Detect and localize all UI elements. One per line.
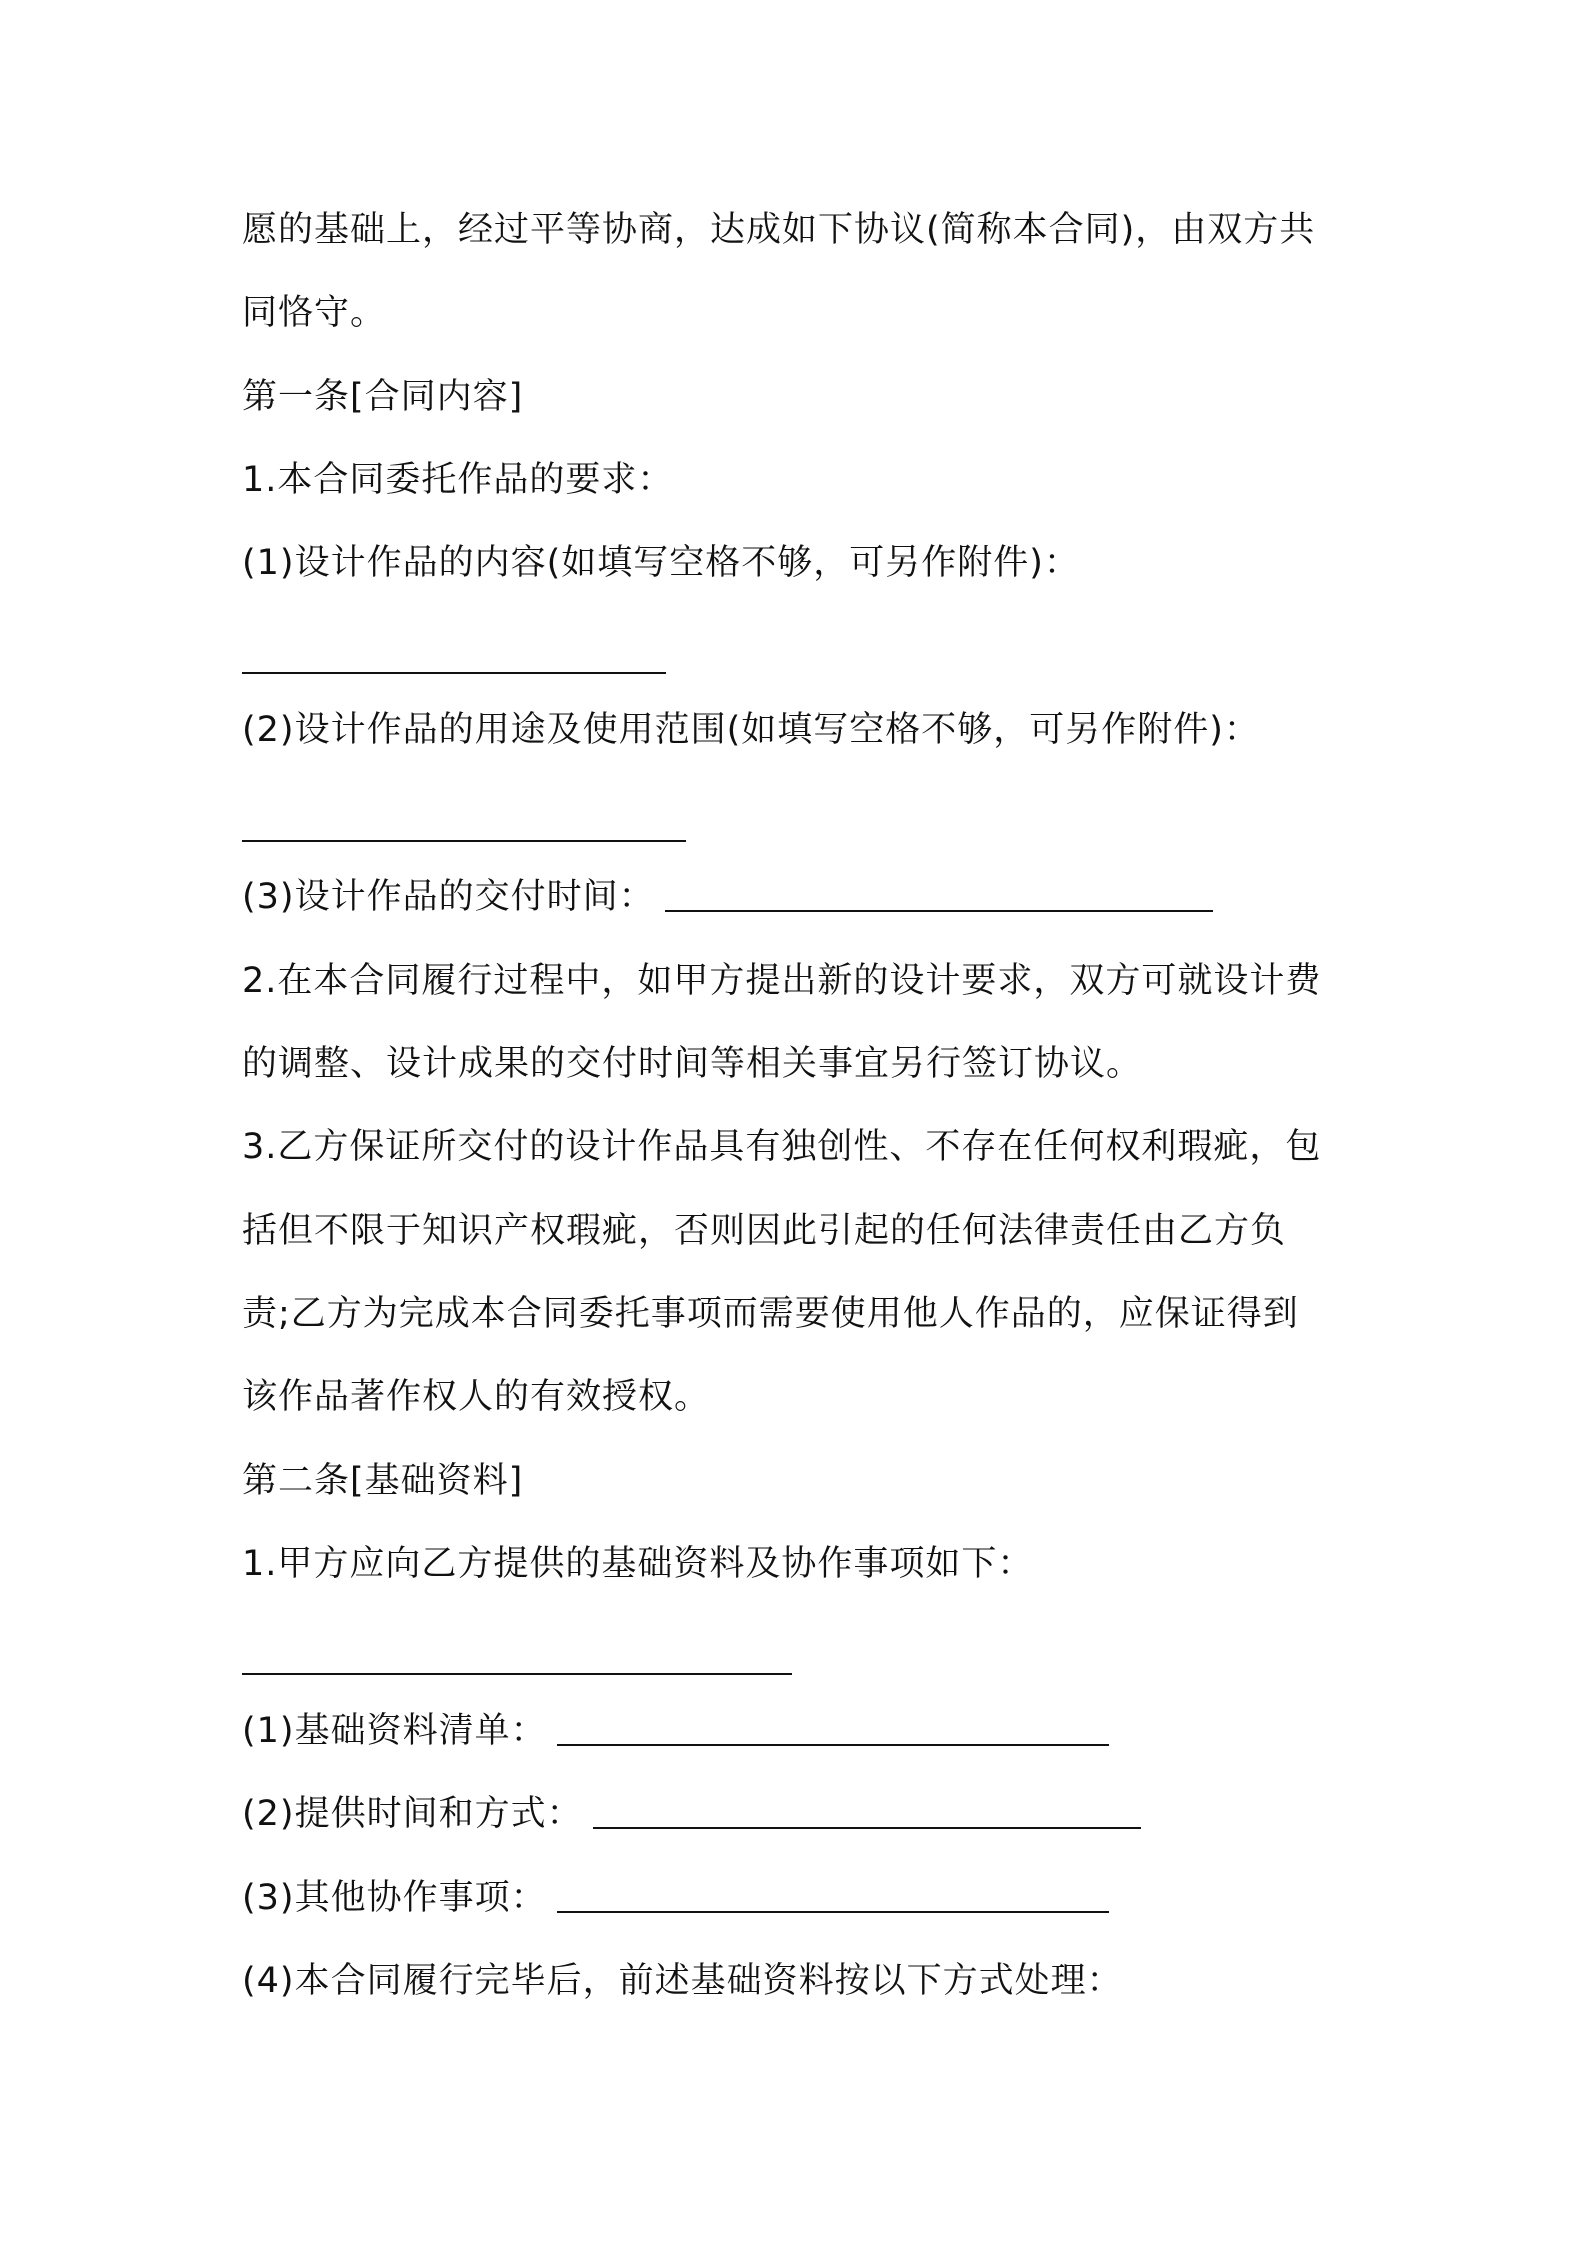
paragraph-line: 括但不限于知识产权瑕疵，否则因此引起的任何法律责任由乙方负	[242, 1211, 1287, 1251]
fill-in-blank-line[interactable]	[242, 672, 666, 674]
fill-in-blank-line[interactable]	[665, 880, 1213, 912]
fill-in-blank-line[interactable]	[557, 1714, 1109, 1746]
fill-in-blank-line[interactable]	[242, 840, 686, 842]
paragraph-line: (1)设计作品的内容(如填写空格不够，可另作附件)：	[242, 543, 1080, 583]
paragraph-line: 同恪守。	[242, 293, 387, 333]
paragraph-line: 责;乙方为完成本合同委托事项而需要使用他人作品的，应保证得到	[242, 1294, 1299, 1334]
field-label: (3)设计作品的交付时间：	[242, 877, 655, 917]
paragraph-line: 3.乙方保证所交付的设计作品具有独创性、不存在任何权利瑕疵，包	[242, 1127, 1322, 1167]
paragraph-line: (4)本合同履行完毕后，前述基础资料按以下方式处理：	[242, 1961, 1123, 2001]
article-heading: 第二条[基础资料]	[242, 1461, 524, 1501]
paragraph-line: 1.甲方应向乙方提供的基础资料及协作事项如下：	[242, 1544, 1034, 1584]
paragraph-line: 的调整、设计成果的交付时间等相关事宜另行签订协议。	[242, 1044, 1143, 1084]
fill-in-blank-line[interactable]	[557, 1881, 1109, 1913]
field-label: (2)提供时间和方式：	[242, 1794, 583, 1834]
paragraph-line: 愿的基础上，经过平等协商，达成如下协议(简称本合同)，由双方共	[242, 210, 1316, 250]
paragraph-line: (2)设计作品的用途及使用范围(如填写空格不够，可另作附件)：	[242, 710, 1260, 750]
paragraph-line: 该作品著作权人的有效授权。	[242, 1377, 711, 1417]
paragraph-line	[242, 872, 1213, 922]
paragraph-line	[242, 1706, 1109, 1756]
paragraph-line: 1.本合同委托作品的要求：	[242, 460, 674, 500]
field-label: (1)基础资料清单：	[242, 1711, 547, 1751]
paragraph-line: 2.在本合同履行过程中，如甲方提出新的设计要求，双方可就设计费	[242, 961, 1322, 1001]
fill-in-blank-line[interactable]	[593, 1797, 1141, 1829]
fill-in-blank-line[interactable]	[242, 1673, 792, 1675]
paragraph-line	[242, 1873, 1109, 1923]
field-label: (3)其他协作事项：	[242, 1878, 547, 1918]
paragraph-line	[242, 1789, 1141, 1839]
article-heading: 第一条[合同内容]	[242, 377, 524, 417]
